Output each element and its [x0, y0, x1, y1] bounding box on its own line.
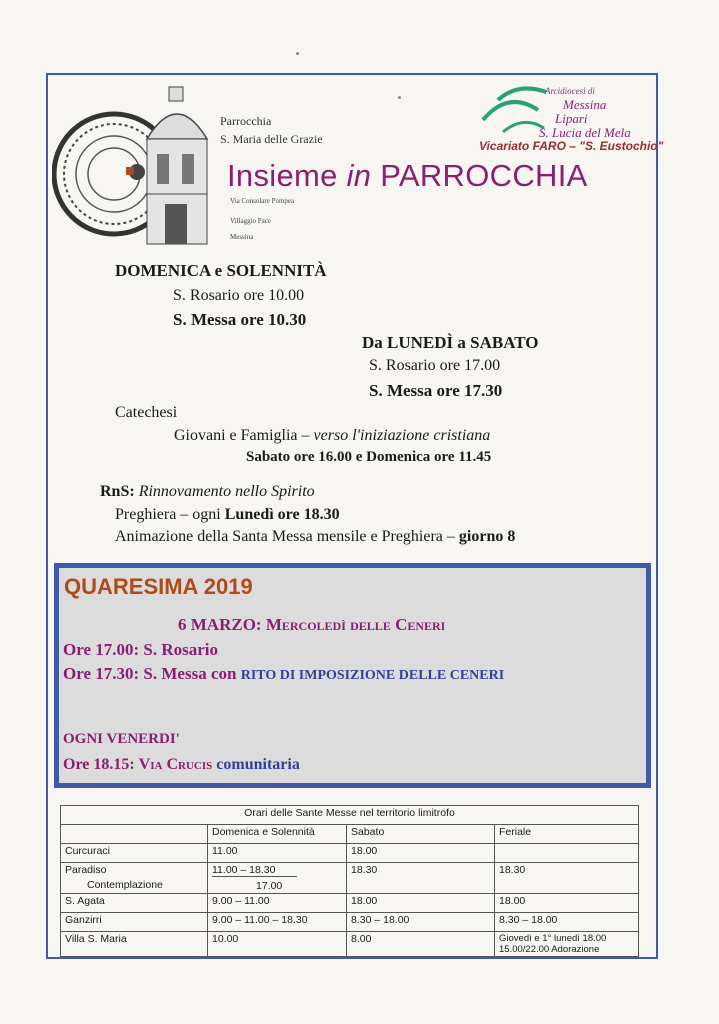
page-title	[227, 158, 588, 194]
friday-time: Ore 18.15:	[63, 756, 139, 773]
rns-line1	[115, 506, 340, 524]
table-cell: S. Agata	[61, 894, 208, 913]
catechesi-purpose: – verso l'iniziazione cristiana	[297, 427, 491, 444]
rns-label: RnS:	[100, 483, 135, 500]
table-cell: 8.00	[347, 932, 495, 957]
address-village: Villaggio Pace	[230, 217, 271, 225]
table-cell: 9.00 – 11.00 – 18.30	[208, 913, 347, 932]
table-header: Sabato	[347, 825, 495, 844]
table-cell: 18.00	[347, 844, 495, 863]
parish-dedication: S. Maria delle Grazie	[220, 132, 323, 146]
diocese-city-2: Lipari	[555, 111, 588, 126]
table-cell: 11.00	[208, 844, 347, 863]
table-row	[61, 913, 639, 932]
scan-speck	[398, 96, 401, 99]
mass-times-table	[60, 805, 639, 957]
diocese-label: Arcidiocesi di	[545, 86, 595, 96]
table-header	[61, 825, 208, 844]
lent-date: 6 MARZO:	[178, 615, 266, 634]
friday-community: comunitaria	[212, 756, 300, 773]
lent-feast: Mercoledì delle Ceneri	[265, 615, 446, 634]
sunday-messa: S. Messa ore 10.30	[173, 310, 307, 329]
diocese-city-3: S. Lucia del Mela	[539, 125, 631, 140]
weekday-rosario: S. Rosario ore 17.00	[369, 357, 501, 374]
table-cell	[495, 932, 639, 957]
table-row	[61, 863, 639, 894]
address-block	[230, 198, 294, 254]
friday-via-crucis: Via Crucis	[138, 756, 213, 773]
rns-name: Rinnovamento nello Spirito	[138, 483, 315, 500]
weekday-messa: S. Messa ore 17.30	[369, 381, 503, 400]
rns-day: giorno 8	[458, 528, 516, 545]
parish-name	[220, 112, 323, 148]
table-caption-row	[61, 806, 639, 825]
table-cell-text: 11.00 – 18.30	[212, 864, 297, 877]
lent-title: QUARESIMA 2019	[64, 574, 253, 599]
table-row	[61, 844, 639, 863]
title-word-1: Insieme	[227, 158, 347, 193]
lent-messa-time: Ore 17.30: S. Messa con	[63, 664, 241, 683]
weekday-heading: Da LUNEDÌ a SABATO	[362, 333, 539, 352]
table-cell: Villa S. Maria	[61, 932, 208, 957]
catechesi-heading: Catechesi	[115, 404, 178, 421]
table-cell-text: 17.00	[256, 880, 283, 892]
table-cell: 8.30 – 18.00	[347, 913, 495, 932]
church-illustration	[52, 84, 222, 246]
title-word-3: PARROCCHIA	[371, 158, 588, 193]
address-street: Via Consolare Pompea	[230, 197, 295, 205]
table-cell: 18.00	[495, 894, 639, 913]
lent-rosario: Ore 17.00: S. Rosario	[63, 640, 219, 659]
table-header: Domenica e Solennità	[208, 825, 347, 844]
table-cell	[208, 863, 347, 894]
diocese-name	[539, 84, 631, 140]
rns-prayer-time: Lunedì ore 18.30	[224, 506, 340, 523]
parish-label: Parrocchia	[220, 114, 272, 128]
table-header: Feriale	[495, 825, 639, 844]
catechesi-group: Giovani e Famiglia	[174, 427, 298, 444]
friday-line	[63, 756, 300, 774]
address-city: Messina	[230, 233, 254, 241]
table-cell	[61, 863, 208, 894]
table-cell: 18.30	[347, 863, 495, 894]
table-cell: 10.00	[208, 932, 347, 957]
rns-mass: Animazione della Santa Messa mensile e Preghiera –	[115, 528, 459, 545]
vicariato: Vicariato FARO – "S. Eustochio"	[479, 139, 664, 153]
table-cell-text: 15.00/22.00 Adorazione	[499, 944, 600, 955]
rns-heading	[100, 483, 315, 501]
rns-line2	[115, 528, 515, 546]
table-row	[61, 894, 639, 913]
table-cell: Ganzirri	[61, 913, 208, 932]
title-word-2: in	[346, 158, 372, 193]
table-cell: 18.00	[347, 894, 495, 913]
table-cell-text: Paradiso	[65, 864, 107, 876]
rns-prayer: Preghiera – ogni	[115, 506, 225, 523]
friday-heading: OGNI VENERDI'	[63, 731, 180, 747]
table-cell: 9.00 – 11.00	[208, 894, 347, 913]
diocese-city-1: Messina	[563, 97, 607, 112]
table-cell: Curcuraci	[61, 844, 208, 863]
table-cell	[495, 844, 639, 863]
table-cell-text: Giovedì e 1° lunedì 18.00	[499, 933, 607, 944]
table-cell: 8.30 – 18.00	[495, 913, 639, 932]
catechesi-schedule: Sabato ore 16.00 e Domenica ore 11.45	[246, 449, 492, 465]
lent-ash-wednesday	[178, 615, 445, 635]
table-cell-text: Contemplazione	[87, 879, 163, 891]
sunday-rosario: S. Rosario ore 10.00	[173, 287, 305, 304]
scan-speck	[296, 52, 299, 55]
table-caption: Orari delle Sante Messe nel territorio limitrofo	[61, 806, 639, 825]
table-row	[61, 932, 639, 957]
lent-messa	[63, 664, 504, 684]
table-header-row	[61, 825, 639, 844]
table-cell: 18.30	[495, 863, 639, 894]
lent-rite: RITO DI IMPOSIZIONE DELLE CENERI	[240, 668, 505, 683]
catechesi-line1	[174, 427, 490, 445]
sunday-heading: DOMENICA e SOLENNITÀ	[115, 261, 327, 280]
